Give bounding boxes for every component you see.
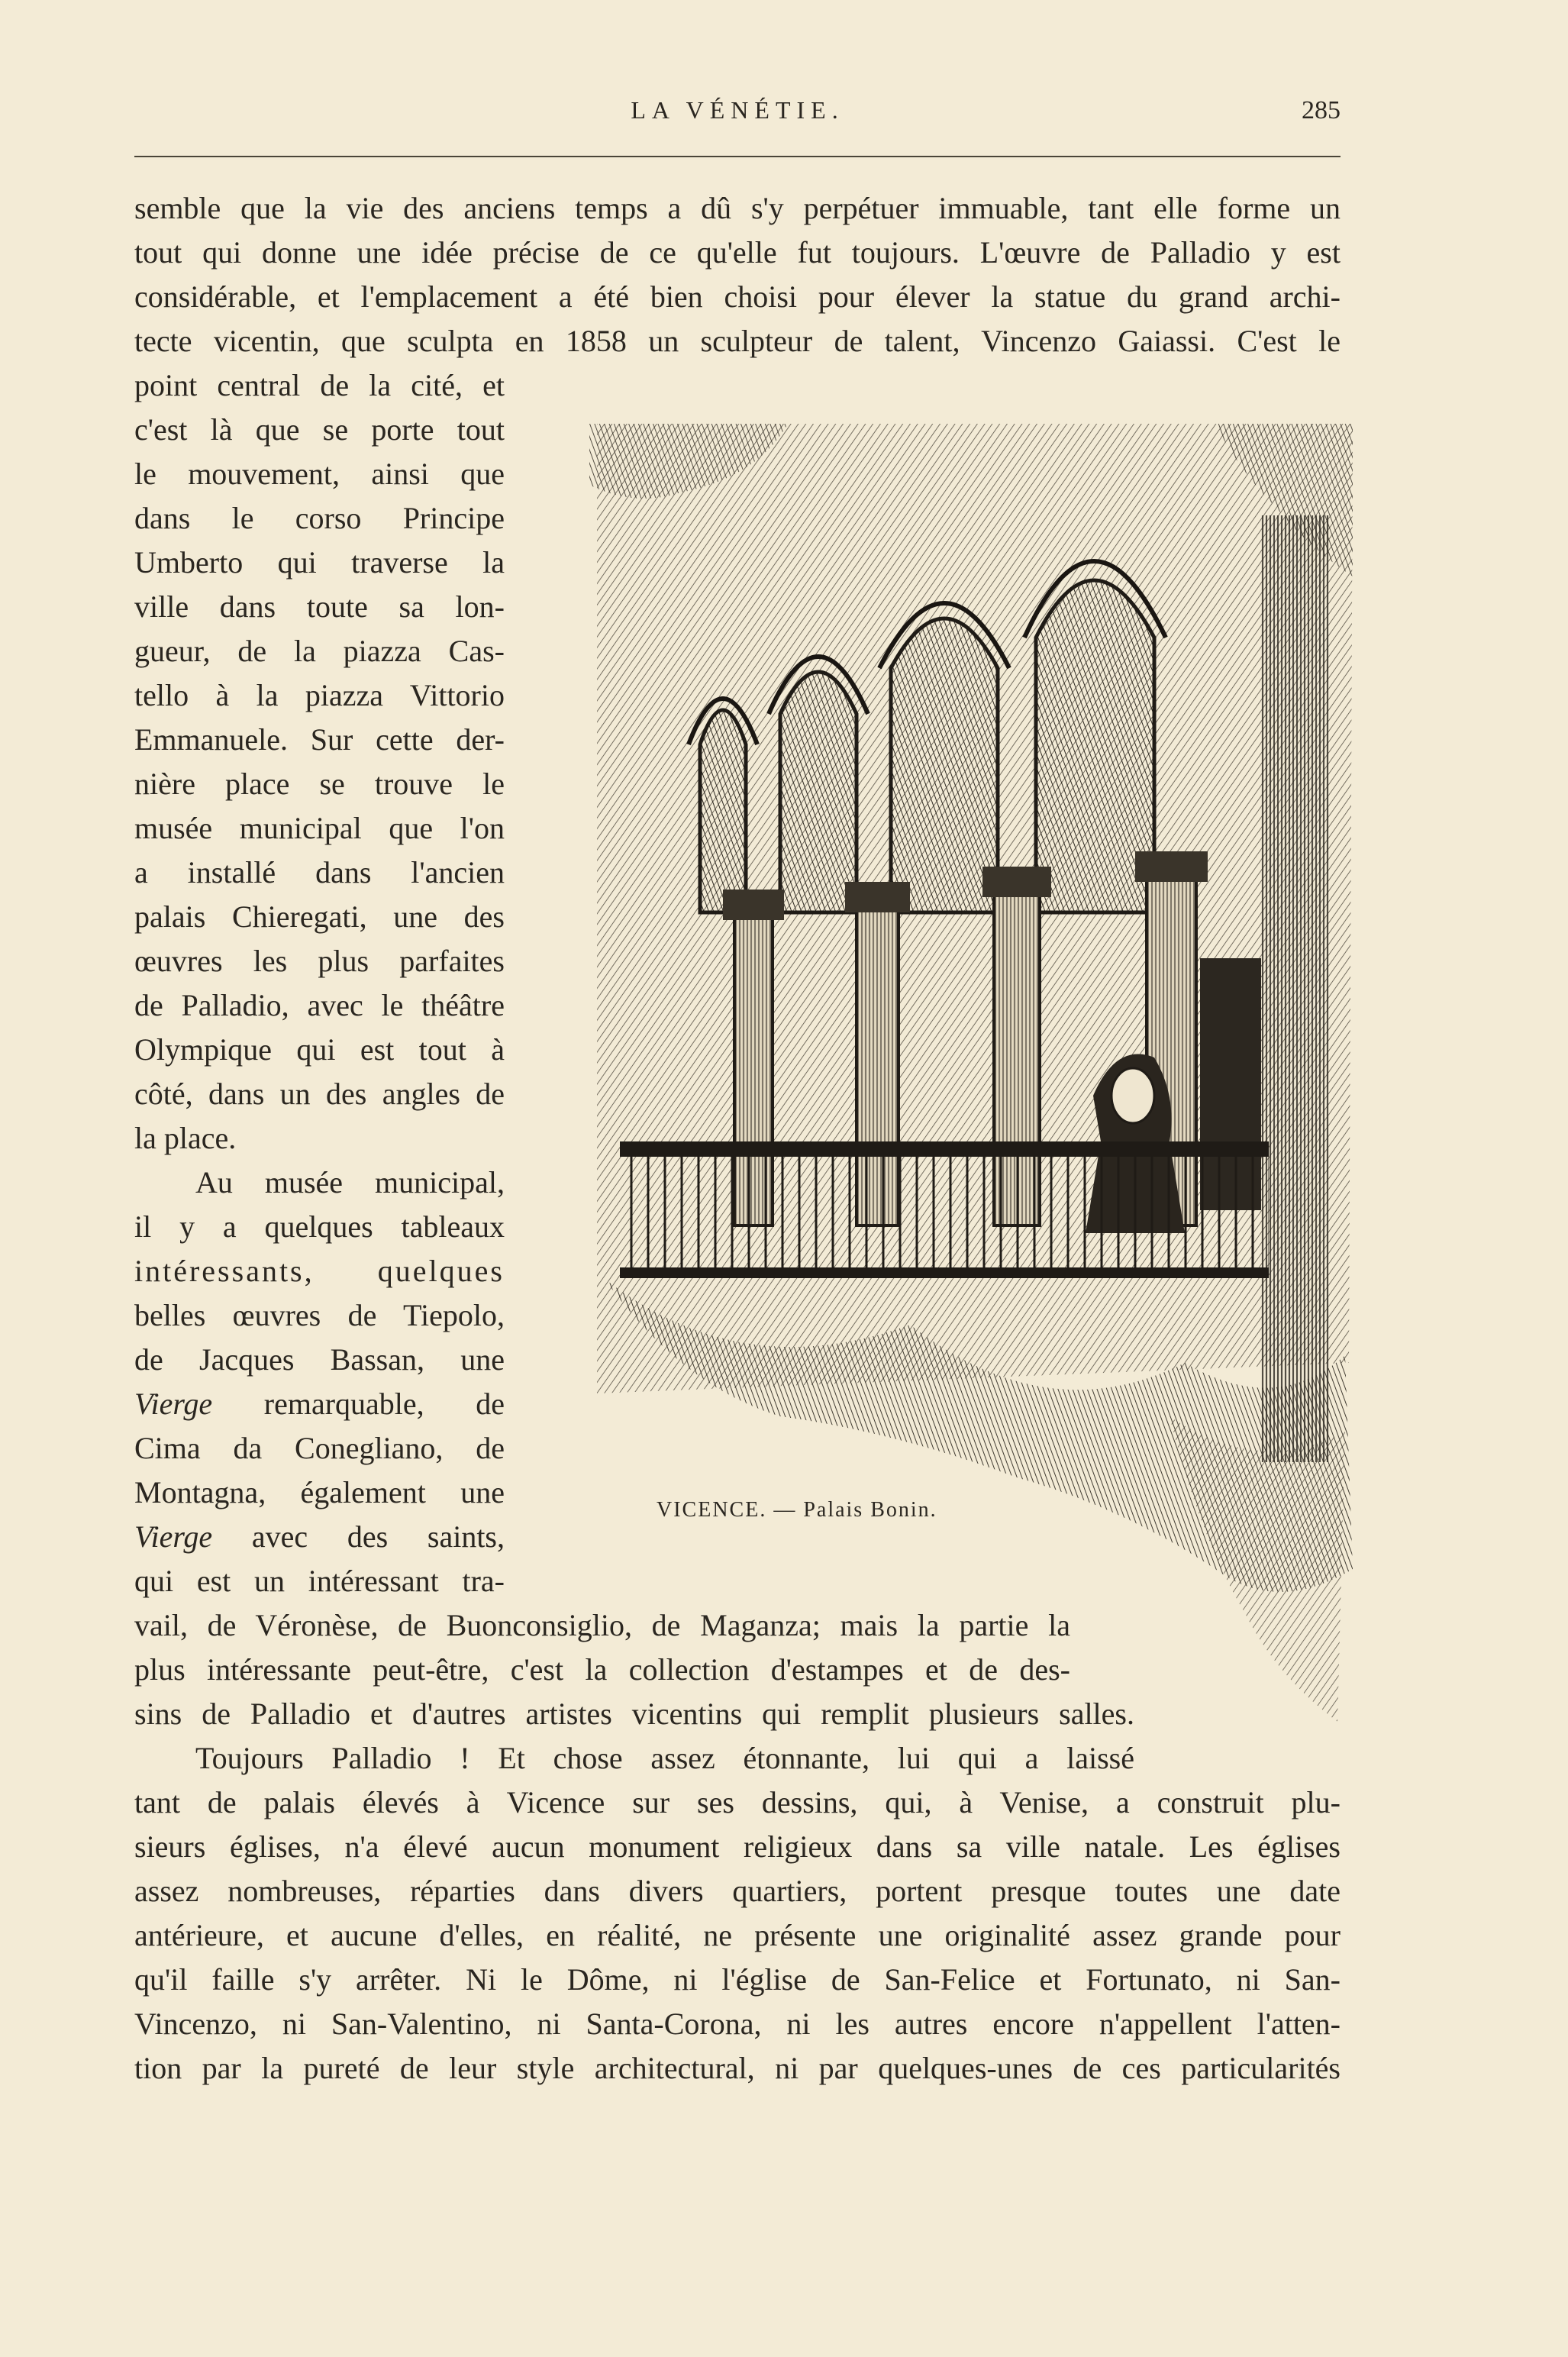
text-line: tello à la piazza Vittorio [134,678,505,712]
text-line: dans le corso Principe [134,501,505,535]
text-line: Olympique qui est tout à [134,1032,505,1067]
text-line: semble que la vie des anciens temps a dû s'y perpétuer immuable, tant elle forme un [134,191,1341,225]
text-line: nière place se trouve le [134,767,505,801]
palazzo-bonin-engraving [589,424,1353,1726]
engraving-illustration [589,424,1353,1726]
text-line: le mouvement, ainsi que [134,457,505,491]
page-number: 285 [1302,96,1341,124]
text-line: sieurs églises, n'a élevé aucun monument religieux dans sa ville natale. Les églises [134,1829,1341,1864]
text-line: belles œuvres de Tiepolo, [134,1298,505,1332]
text-line: musée municipal que l'on [134,811,505,845]
text-line: tout qui donne une idée précise de ce qu'elle fut toujours. L'œuvre de Palladio y est [134,235,1341,270]
text-line: qu'il faille s'y arrêter. Ni le Dôme, ni l'église de San-Felice et Fortunato, ni San- [134,1962,1341,1997]
text-line: Au musée municipal, [195,1165,505,1199]
text-line: plus intéressante peut-être, c'est la collection d'estampes et de des- [134,1652,1070,1687]
text-line: considérable, et l'emplacement a été bien choisi pour élever la statue du grand archi- [134,279,1341,314]
text-line: sins de Palladio et d'autres artistes vicentins qui remplit plusieurs salles. [134,1697,1134,1731]
text-line: tion par la pureté de leur style architectural, ni par quelques-unes de ces particularités [134,2051,1341,2085]
figure-caption: VICENCE. — Palais Bonin. [657,1498,937,1522]
text-line: Toujours Palladio ! Et chose assez étonnante, lui qui a laissé [195,1741,1134,1775]
text-line: côté, dans un des angles de [134,1077,505,1111]
italic-word: Vierge [134,1387,213,1421]
text-line: intéressants, quelques [134,1254,505,1288]
text-line: a installé dans l'ancien [134,855,505,890]
text-line: c'est là que se porte tout [134,412,505,447]
text-line: qui est un intéressant tra- [134,1564,505,1598]
text-line: tecte vicentin, que sculpta en 1858 un sculpteur de talent, Vincenzo Gaiassi. C'est le [134,324,1341,358]
text-line: il y a quelques tableaux [134,1209,505,1244]
text-line: palais Chieregati, une des [134,899,505,934]
text-line: Cima da Conegliano, de [134,1431,505,1465]
text-line: Vincenzo, ni San-Valentino, ni Santa-Corona, ni les autres encore n'appellent l'atten- [134,2007,1341,2041]
header-rule [134,156,1341,157]
italic-word: Vierge [134,1519,213,1554]
text-line: la place. [134,1121,237,1155]
page-header [134,89,1341,134]
text-line: antérieure, et aucune d'elles, en réalité, ne présente une originalité assez grande pour [134,1918,1341,1952]
text-line: vail, de Véronèse, de Buonconsiglio, de Maganza; mais la partie la [134,1608,1070,1642]
running-title: LA VÉNÉTIE. [631,96,844,124]
text-line: Emmanuele. Sur cette der- [134,722,505,757]
text-line: œuvres les plus parfaites [134,944,505,978]
text-line: de Jacques Bassan, une [134,1342,505,1377]
text-line: Montagna, également une [134,1475,505,1509]
text-line: gueur, de la piazza Cas- [134,634,505,668]
text-fragment: avec des saints, [212,1519,505,1554]
text-line [134,1516,505,1558]
text-line: assez nombreuses, réparties dans divers quartiers, portent presque toutes une date [134,1874,1341,1908]
text-line [134,1384,505,1425]
text-line: point central de la cité, et [134,368,505,402]
text-line: de Palladio, avec le théâtre [134,988,505,1022]
text-line: tant de palais élevés à Vicence sur ses dessins, qui, à Venise, a construit plu- [134,1785,1341,1819]
text-line: ville dans toute sa lon- [134,589,505,624]
text-fragment: remarquable, de [212,1387,505,1421]
text-line: Umberto qui traverse la [134,545,505,580]
